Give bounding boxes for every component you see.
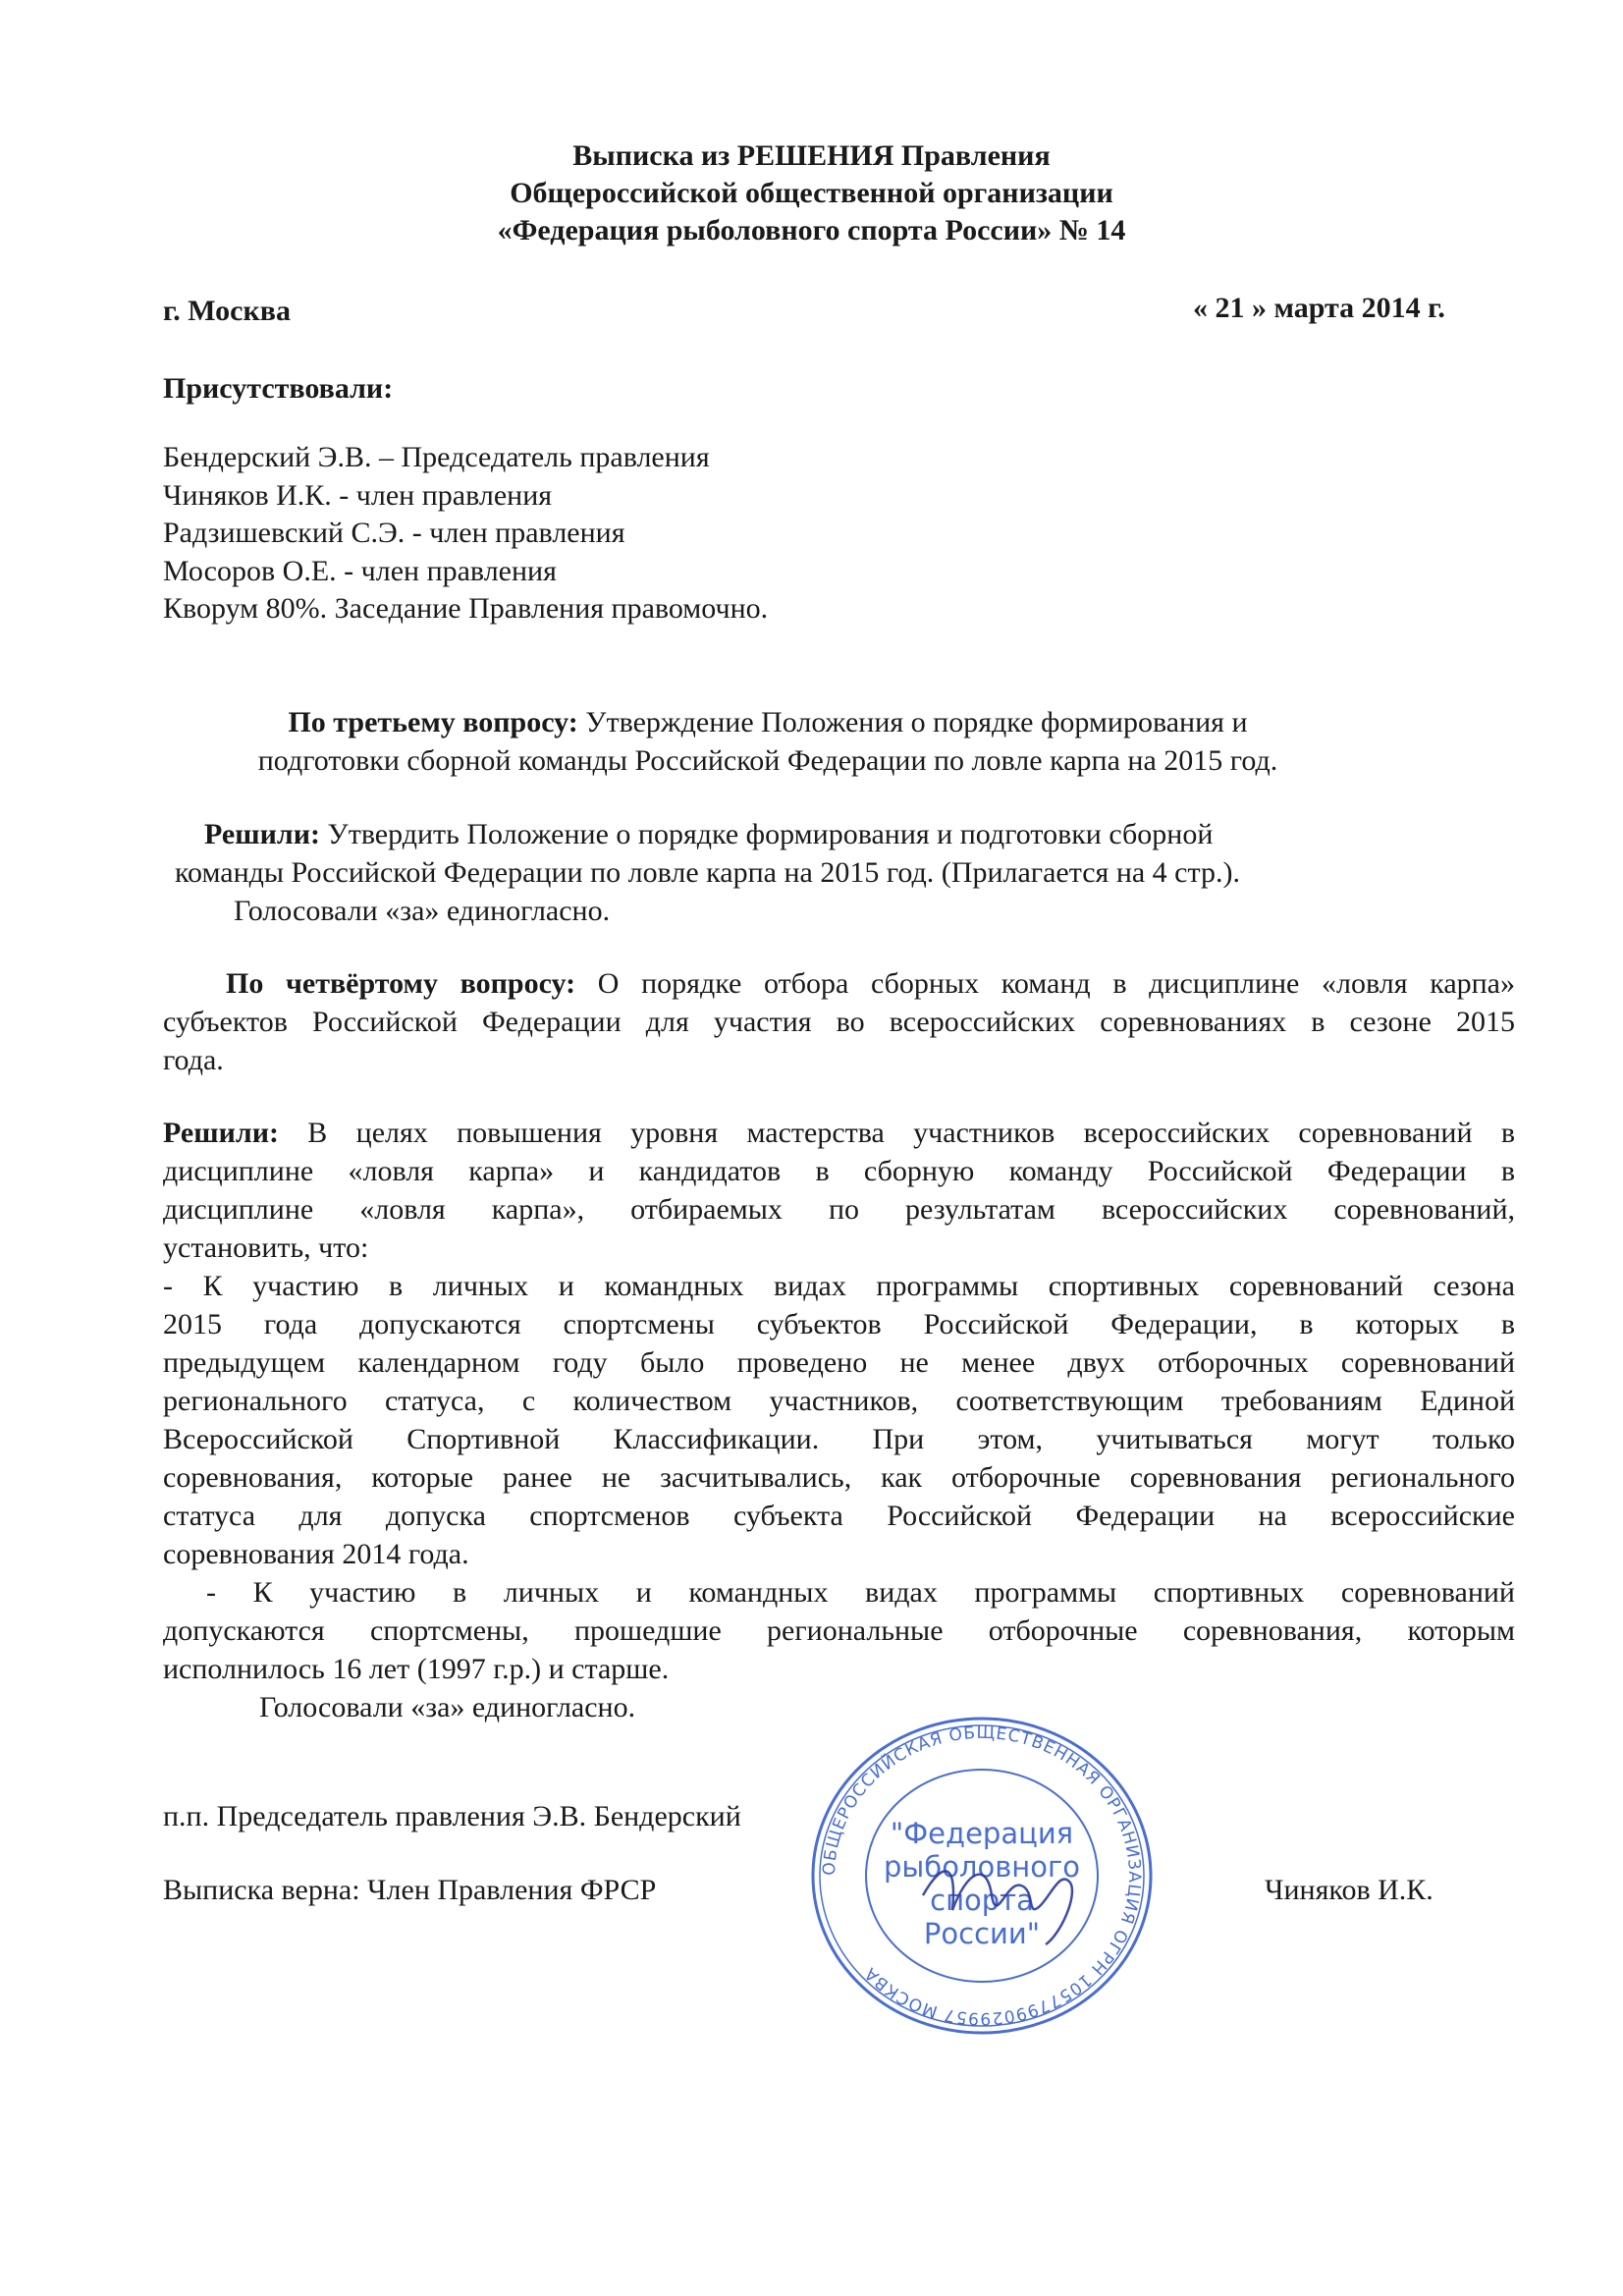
decision-3-text-1: Утвердить Положение о порядке формирования и подготовки сборной bbox=[319, 818, 1214, 850]
member-signature-name: Чиняков И.К. bbox=[1265, 1874, 1434, 1906]
question-4-label: По четвёртому вопросу: bbox=[226, 967, 576, 1000]
member-line: Чиняков И.К. - член правления bbox=[163, 478, 553, 512]
question-4-text-2: субъектов Российской Федерации для участия во всероссийских соревнованиях в сезоне 2015 bbox=[163, 1006, 1515, 1038]
question-3-text-2: подготовки сборной команды Российской Федерации по ловле карпа на 2015 год. bbox=[257, 744, 1278, 777]
decision-4 bbox=[163, 1114, 1515, 1726]
decision-3-text-2: команды Российской Федерации по ловле карпа на 2015 год. (Прилагается на 4 стр.). bbox=[175, 856, 1240, 889]
quorum-line: Кворум 80%. Заседание Правления правомочно. bbox=[163, 592, 769, 625]
stamp-center-line: России" bbox=[923, 1917, 1041, 1950]
bullet-1-line: статуса для допуска спортсменов субъекта Российской Федерации на всероссийские bbox=[163, 1500, 1515, 1532]
bullet-1-line: соревнования, которые ранее не засчитывались, как отборочные соревнования регионального bbox=[163, 1461, 1515, 1494]
decision-4-text-4: установить, что: bbox=[163, 1231, 369, 1264]
title-line-2: Общероссийской общественной организации bbox=[510, 177, 1113, 209]
question-4 bbox=[163, 964, 1515, 1079]
document-title bbox=[0, 137, 1623, 249]
chairman-signature-line: п.п. Председатель правления Э.В. Бендерский bbox=[163, 1800, 741, 1832]
stamp-center-line: "Федерация bbox=[890, 1817, 1074, 1850]
bullet-2-line: исполнилось 16 лет (1997 г.р.) и старше. bbox=[163, 1653, 670, 1685]
question-4-text-3: года. bbox=[163, 1044, 224, 1076]
attendance-heading: Присутствовали: bbox=[163, 372, 394, 405]
bullet-1-line: 2015 года допускаются спортсмены субъектов Российской Федерации, в которых в bbox=[163, 1308, 1515, 1340]
decision-3 bbox=[175, 815, 1353, 930]
decision-4-text-3: дисциплине «ловля карпа», отбираемых по результатам всероссийских соревнований, bbox=[163, 1193, 1515, 1226]
stamp-center-line: спорта bbox=[930, 1884, 1034, 1917]
title-line-1: Выписка из РЕШЕНИЯ Правления bbox=[572, 139, 1051, 172]
question-3-text-1: Утверждение Положения о порядке формирования и bbox=[577, 706, 1248, 738]
decision-4-text-2: дисциплине «ловля карпа» и кандидатов в сборную команду Российской Федерации в bbox=[163, 1155, 1515, 1187]
bullet-1-line: - К участию в личных и командных видах программы спортивных соревнований сезона bbox=[163, 1270, 1515, 1302]
bullet-1-line: Всероссийской Спортивной Классификации. При этом, учитываться могут только bbox=[163, 1423, 1515, 1455]
member-line: Мосоров О.Е. - член правления bbox=[163, 554, 557, 587]
title-line-3: «Федерация рыболовного спорта России» № 14 bbox=[497, 214, 1126, 246]
decision-3-vote: Голосовали «за» единогласно. bbox=[234, 895, 611, 927]
member-line: Бендерский Э.В. – Председатель правления bbox=[163, 441, 710, 473]
document-date: « 21 » марта 2014 г. bbox=[1193, 292, 1445, 324]
member-line: Радзишевский С.Э. - член правления bbox=[163, 517, 625, 549]
organization-stamp bbox=[795, 1714, 1168, 2038]
bullet-1-line: соревнования 2014 года. bbox=[163, 1538, 469, 1570]
question-4-text-1: О порядке отбора сборных команд в дисциплине «ловля карпа» bbox=[575, 967, 1516, 1000]
question-3 bbox=[179, 703, 1357, 780]
bullet-2-line: - К участию в личных и командных видах программы спортивных соревнований bbox=[206, 1576, 1515, 1609]
stamp-center-line: рыболовного bbox=[884, 1850, 1080, 1884]
decision-4-vote: Голосовали «за» единогласно. bbox=[259, 1691, 636, 1723]
bullet-2-line: допускаются спортсмены, прошедшие региональные отборочные соревнования, которым bbox=[163, 1614, 1515, 1647]
bullet-1-line: регионального статуса, с количеством участников, соответствующим требованиям Единой bbox=[163, 1385, 1515, 1417]
decision-4-label: Решили: bbox=[163, 1117, 279, 1149]
certified-line: Выписка верна: Член Правления ФРСР bbox=[163, 1874, 657, 1906]
decision-4-text-1: В целях повышения уровня мастерства участников всероссийских соревнований в bbox=[278, 1117, 1515, 1149]
question-3-label: По третьему вопросу: bbox=[288, 706, 578, 738]
attendance-list bbox=[163, 439, 768, 629]
stamp-ring-text: ОБЩЕРОССИЙСКАЯ ОБЩЕСТВЕННАЯ ОРГАНИЗАЦИЯ ОГРН 1057799029957 МОСКВА bbox=[819, 1722, 1145, 2029]
city: г. Москва bbox=[163, 295, 291, 327]
bullet-1-line: предыдущем календарном году было проведено не менее двух отборочных соревнований bbox=[163, 1346, 1515, 1379]
decision-3-label: Решили: bbox=[204, 818, 320, 850]
